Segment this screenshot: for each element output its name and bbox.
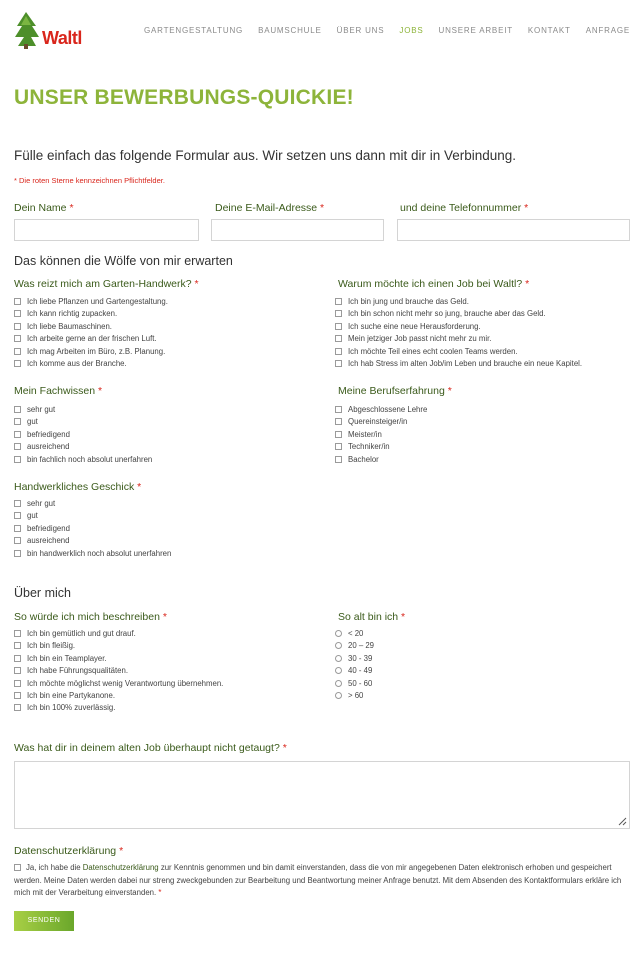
option-label: Abgeschlossene Lehre [348, 405, 428, 414]
checkbox[interactable] [14, 310, 21, 317]
option-item[interactable] [335, 346, 518, 357]
checkbox[interactable] [335, 335, 342, 342]
radio-button[interactable] [335, 630, 342, 637]
option-item[interactable] [14, 308, 117, 319]
privacy-checkbox[interactable] [14, 864, 21, 871]
logo[interactable] [12, 10, 82, 50]
option-label: ausreichend [27, 536, 70, 546]
send-button[interactable]: SENDEN [14, 911, 74, 931]
checkbox[interactable] [14, 550, 21, 557]
option-label: Bachelor [348, 454, 379, 464]
checkbox[interactable] [335, 443, 342, 450]
option-label: Quereinsteiger/in [348, 417, 408, 427]
checkbox[interactable] [14, 655, 21, 662]
phone-label: und deine Telefonnummer * [400, 202, 529, 214]
option-item[interactable] [335, 628, 363, 639]
nav-kontakt[interactable]: KONTAKT [527, 26, 571, 35]
option-label: befriedigend [27, 523, 70, 533]
checkbox[interactable] [14, 298, 21, 305]
option-label: 30 - 39 [348, 653, 373, 663]
privacy-consent: Ja, ich habe die Datenschutzerklärung zur Kenntnis genommen und bin damit einverstanden, dass die von mir angegebenen Daten elektronisch erhoben und gespeichert werden. Meine Daten werden dabei nur streng zweckgebunden zur Bearbeitung und Beantwortung meiner Anfrage benutzt. Mit dem Absenden des Kontaktformulars erkläre ich mich mit der Verarbeitung einverstanden. * [14, 863, 622, 897]
option-label: sehr gut [27, 405, 56, 414]
privacy-text-before: Ja, ich habe die [26, 863, 83, 872]
name-input[interactable] [14, 219, 199, 241]
checkbox[interactable] [14, 360, 21, 367]
section-heading-about: Über mich [14, 586, 71, 600]
checkbox[interactable] [335, 310, 342, 317]
option-label: Mein jetziger Job passt nicht mehr zu mir. [348, 334, 492, 344]
checkbox[interactable] [14, 418, 21, 425]
section-heading-skills: Das können die Wölfe von mir erwarten [14, 254, 233, 268]
option-label: Ich möchte möglichst wenig Verantwortung übernehmen. [27, 678, 224, 688]
option-label: Ich bin 100% zuverlässig. [27, 703, 116, 713]
site-header [0, 0, 640, 62]
nav-baumschule[interactable]: BAUMSCHULE [258, 26, 322, 35]
option-label: > 60 [348, 691, 364, 700]
radio-button[interactable] [335, 642, 342, 649]
nav-jobs[interactable]: JOBS [399, 26, 424, 35]
option-label: Ich liebe Baumaschinen. [27, 321, 112, 331]
page-title: UNSER BEWERBUNGS-QUICKIE! [14, 86, 354, 109]
option-item[interactable] [14, 333, 157, 344]
main-nav [129, 26, 630, 35]
option-label: 50 - 60 [348, 678, 373, 688]
email-input[interactable] [211, 219, 384, 241]
option-item[interactable] [335, 653, 372, 664]
checkbox[interactable] [14, 525, 21, 532]
option-item[interactable] [335, 441, 390, 452]
privacy-title: Datenschutzerklärung * [14, 845, 124, 857]
option-item[interactable] [335, 358, 582, 369]
option-item[interactable] [14, 404, 55, 415]
option-label: Ich bin eine Partykanone. [27, 691, 115, 700]
option-item[interactable] [335, 678, 372, 689]
checkbox[interactable] [335, 298, 342, 305]
checkbox[interactable] [14, 431, 21, 438]
group-title-beschreibung: So würde ich mich beschreiben * [14, 611, 167, 623]
privacy-link[interactable]: Datenschutzerklärung [82, 863, 159, 872]
option-label: Ich suche eine neue Herausforderung. [348, 321, 481, 331]
option-label: Ich arbeite gerne an der frischen Luft. [27, 334, 157, 344]
option-item[interactable] [14, 653, 107, 664]
group-title-alter: So alt bin ich * [338, 611, 406, 623]
option-item[interactable] [335, 665, 372, 676]
option-item[interactable] [335, 404, 427, 415]
option-item[interactable] [335, 690, 363, 701]
option-label: 40 - 49 [348, 666, 373, 676]
checkbox[interactable] [14, 537, 21, 544]
checkbox[interactable] [14, 667, 21, 674]
group-title-berufserfahrung: Meine Berufserfahrung * [338, 385, 452, 397]
option-item[interactable] [14, 454, 152, 465]
option-item[interactable] [14, 416, 38, 427]
option-label: Ich kann richtig zupacken. [27, 309, 118, 319]
option-label: befriedigend [27, 429, 70, 439]
option-item[interactable] [335, 321, 481, 332]
option-item[interactable] [14, 535, 69, 546]
option-label: Ich bin fleißig. [27, 641, 76, 651]
option-item[interactable] [335, 429, 382, 440]
nav-gartengestaltung[interactable]: GARTENGESTALTUNG [144, 26, 244, 35]
checkbox[interactable] [14, 443, 21, 450]
option-label: sehr gut [27, 499, 56, 508]
option-label: Ich bin gemütlich und gut drauf. [27, 629, 136, 638]
option-label: Ich hab Stress im alten Job/im Leben und brauche ein neue Kapitel. [348, 359, 583, 368]
option-item[interactable] [335, 296, 469, 307]
checkbox[interactable] [14, 512, 21, 519]
option-item[interactable] [14, 358, 127, 369]
option-item[interactable] [14, 346, 165, 357]
option-item[interactable] [335, 416, 407, 427]
option-item[interactable] [14, 510, 38, 521]
nav-anfrage[interactable]: ANFRAGE [585, 26, 630, 35]
nav-unsere-arbeit[interactable]: UNSERE ARBEIT [438, 26, 513, 35]
phone-input[interactable] [397, 219, 630, 241]
question-textarea[interactable] [14, 761, 630, 829]
option-label: Techniker/in [348, 442, 390, 452]
option-item[interactable] [14, 702, 115, 713]
option-item[interactable] [14, 429, 70, 440]
radio-button[interactable] [335, 692, 342, 699]
option-item[interactable] [14, 628, 136, 639]
checkbox[interactable] [335, 348, 342, 355]
required-note: * Die roten Sterne kennzeichnen Pflichtfelder. [14, 176, 165, 185]
option-item[interactable] [14, 498, 55, 509]
option-item[interactable] [335, 333, 491, 344]
checkbox[interactable] [14, 406, 21, 413]
radio-button[interactable] [335, 680, 342, 687]
option-item[interactable] [14, 441, 69, 452]
checkbox[interactable] [14, 630, 21, 637]
group-title-geschick: Handwerkliches Geschick * [14, 481, 142, 493]
radio-button[interactable] [335, 655, 342, 662]
option-item[interactable] [14, 690, 115, 701]
option-label: Ich mag Arbeiten im Büro, z.B. Planung. [27, 346, 166, 356]
checkbox[interactable] [335, 418, 342, 425]
checkbox[interactable] [14, 323, 21, 330]
checkbox[interactable] [14, 642, 21, 649]
option-label: bin fachlich noch absolut unerfahren [27, 454, 153, 464]
option-item[interactable] [14, 665, 128, 676]
option-label: < 20 [348, 629, 364, 638]
nav-ueber-uns[interactable]: ÜBER UNS [336, 26, 385, 35]
option-item[interactable] [14, 548, 171, 559]
checkbox[interactable] [14, 456, 21, 463]
checkbox[interactable] [335, 360, 342, 367]
option-label: Ich komme aus der Branche. [27, 359, 127, 368]
checkbox[interactable] [14, 348, 21, 355]
option-item[interactable] [14, 523, 70, 534]
checkbox[interactable] [335, 406, 342, 413]
logo-text: Waltl [42, 28, 82, 48]
group-title-garten: Was reizt mich am Garten-Handwerk? * [14, 278, 199, 290]
option-label: ausreichend [27, 442, 70, 452]
group-title-fachwissen: Mein Fachwissen * [14, 385, 103, 397]
option-item[interactable] [335, 454, 379, 465]
option-label: Ich bin jung und brauche das Geld. [348, 297, 469, 306]
name-label: Dein Name * [14, 202, 74, 214]
option-label: gut [27, 511, 38, 521]
intro-text: Fülle einfach das folgende Formular aus. Wir setzen uns dann mit dir in Verbindung. [14, 148, 517, 163]
option-item[interactable] [14, 640, 75, 651]
option-label: Ich bin ein Teamplayer. [27, 653, 107, 663]
checkbox[interactable] [14, 335, 21, 342]
checkbox[interactable] [14, 704, 21, 711]
checkbox[interactable] [335, 431, 342, 438]
checkbox[interactable] [14, 692, 21, 699]
option-item[interactable] [335, 308, 546, 319]
checkbox[interactable] [335, 323, 342, 330]
option-item[interactable] [335, 640, 374, 651]
option-label: Ich liebe Pflanzen und Gartengestaltung. [27, 297, 168, 306]
option-label: bin handwerklich noch absolut unerfahren [27, 548, 172, 558]
option-label: Ich möchte Teil eines echt coolen Teams werden. [348, 346, 518, 356]
option-label: Ich bin schon nicht mehr so jung, brauche aber das Geld. [348, 309, 546, 319]
checkbox[interactable] [14, 500, 21, 507]
radio-button[interactable] [335, 667, 342, 674]
option-item[interactable] [14, 321, 112, 332]
group-title-warum: Warum möchte ich einen Job bei Waltl? * [338, 278, 530, 290]
privacy-text-after: zur Kenntnis genommen und bin damit einverstanden, dass die von mir angegebenen Daten elektronisch erhoben und gespeichert werden. Meine Daten werden dabei nur streng zweckgebunden zur Bearbeitung und Beantwortung meiner Anfrage benutzt. Mit dem Absenden des Kontaktformulars erkläre ich mich mit der Verarbeitung einverstanden. [14, 863, 622, 897]
option-item[interactable] [14, 678, 223, 689]
checkbox[interactable] [14, 680, 21, 687]
checkbox[interactable] [335, 456, 342, 463]
resize-handle-icon[interactable] [617, 816, 627, 826]
option-label: Ich habe Führungsqualitäten. [27, 666, 128, 676]
option-label: 20 – 29 [348, 641, 375, 651]
question-label: Was hat dir in deinem alten Job überhaupt nicht getaugt? * [14, 742, 287, 754]
option-label: gut [27, 417, 38, 427]
option-label: Meister/in [348, 429, 382, 439]
email-label: Deine E-Mail-Adresse * [215, 202, 325, 214]
option-item[interactable] [14, 296, 168, 307]
